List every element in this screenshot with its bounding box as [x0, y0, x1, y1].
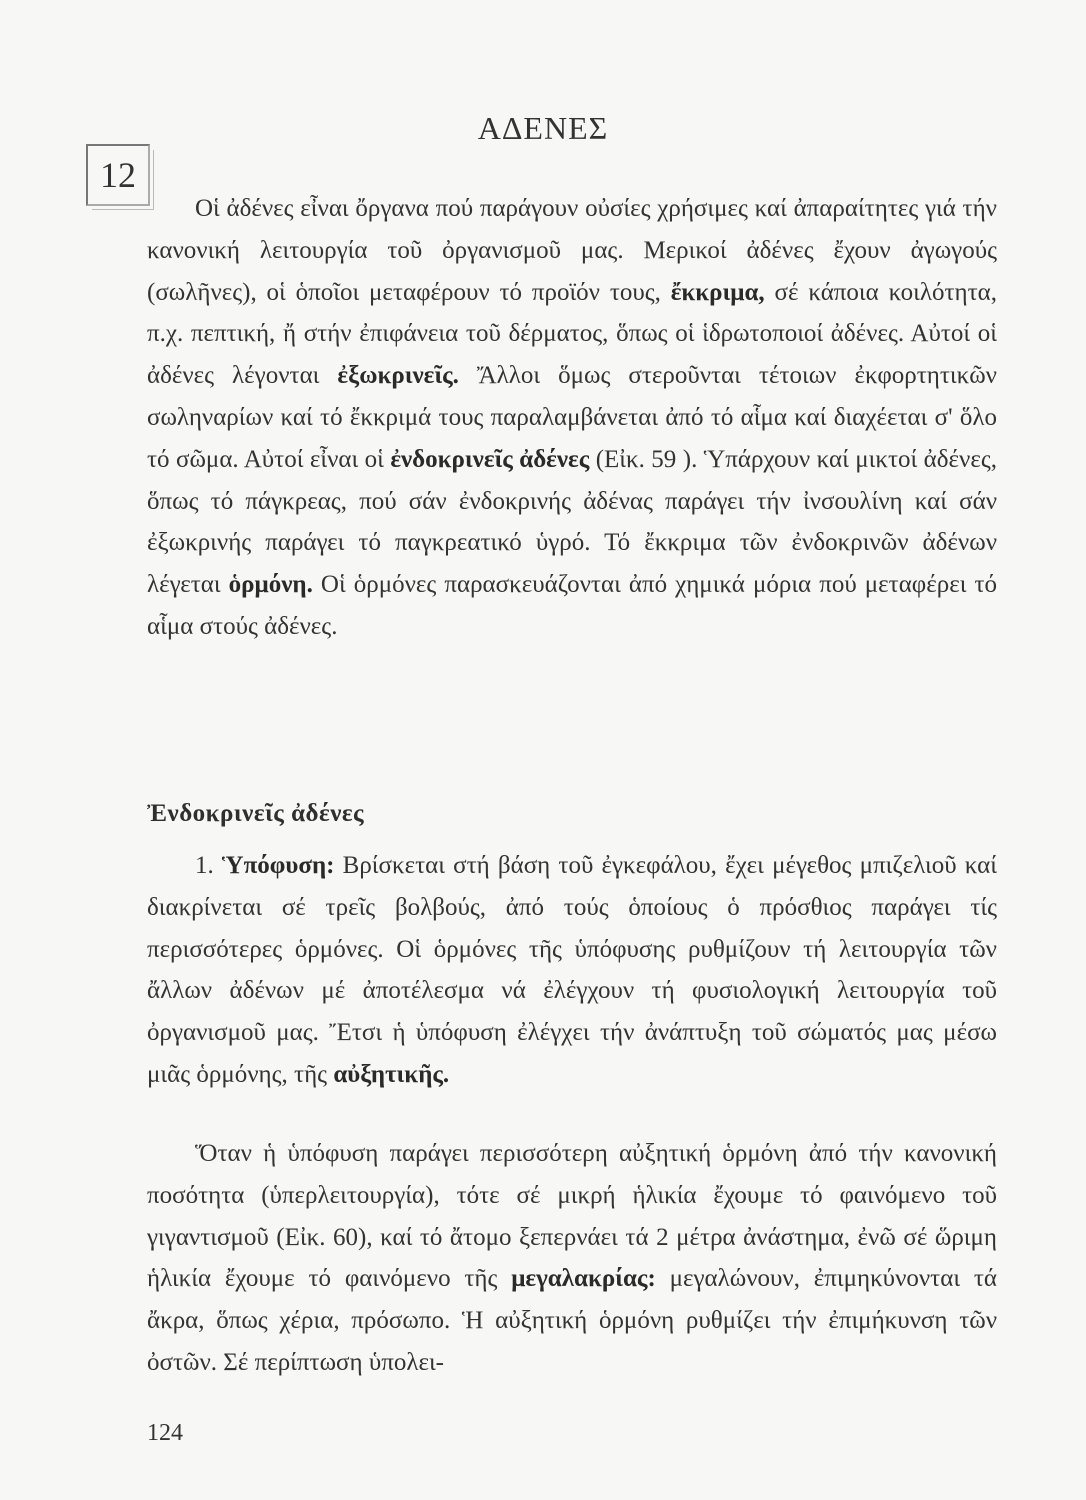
term-ypofysi: Ὑπόφυση:	[221, 852, 335, 879]
item-1-block	[147, 845, 997, 1096]
page-number: 124	[147, 1420, 183, 1446]
intro-paragraph-block	[147, 188, 997, 648]
term-endokrineis: ἐνδοκρινεῖς ἀδένες	[390, 445, 590, 473]
term-afxitikis: αὐξητικῆς.	[333, 1060, 450, 1088]
intro-text-4: (Εἰκ. 59 ). Ὑπάρχουν καί μικτοί ἀδένες, ὅπως τό πάγκρεας, πού σάν ἐνδοκρινής ἀδένας παράγει τήν ἰνσουλίνη καί σάν ἐξωκρινής παράγει τό παγκρεατικό ὑγρό. Τό ἔκκριμα τῶν ἐνδοκρινῶν ἀδένων λέγεται	[147, 445, 998, 599]
chapter-title: ΑΔΕΝΕΣ	[477, 110, 609, 146]
chapter-number: 12	[86, 144, 150, 206]
paragraph-2	[147, 1133, 997, 1384]
intro-text-3: Ἄλλοι ὅμως στεροῦνται τέτοιων ἐκφορτητικῶν σωληναρίων καί τό ἔκκριμά τους παραλαμβάνεται ἀπό τό αἷμα καί διαχέεται σ' ὅλο τό σῶμα. Αὐτοί εἶναι οἱ	[147, 362, 997, 473]
term-megalakrias: μεγαλακρίας:	[511, 1265, 656, 1293]
item-1-text: Βρίσκεται στή βάση τοῦ ἐγκεφάλου, ἔχει μέγεθος μπιζελιοῦ καί διακρίνεται σέ τρεῖς βολβούς, ἀπό τούς ὁποίους ὁ πρόσθιος παράγει τίς περισσότερες ὁρμόνες. Οἱ ὁρμόνες τῆς ὑπόφυσης ρυθμίζουν τή λειτουργία τῶν ἄλλων ἀδένων μέ ἀποτέλεσμα νά ἐλέγχουν τή φυσιολογική λειτουργία τοῦ ὀργανισμοῦ μας. Ἔτσι ἡ ὑπόφυση ἐλέγχει τήν ἀνάπτυξη τοῦ σώματός μας μέσω μιᾶς ὁρμόνης, τῆς	[147, 852, 998, 1088]
term-ormoni: ὁρμόνη.	[228, 571, 313, 599]
paragraph-2-block	[147, 1133, 997, 1384]
section-heading: Ἐνδοκρινεῖς ἀδένες	[147, 800, 365, 827]
intro-text-2: σέ κάποια κοιλότητα, π.χ. πεπτική, ἤ στήν ἐπιφάνεια τοῦ δέρματος, ὅπως οἱ ἱδρωτοποιοί ἀδένες. Αὐτοί οἱ ἀδένες λέγονται	[147, 278, 997, 390]
intro-text-5: Οἱ ὁρμόνες παρασκευάζονται ἀπό χημικά μόρια πού μεταφέρει τό αἷμα στούς ἀδένες.	[147, 571, 998, 640]
intro-paragraph	[147, 188, 997, 648]
intro-text-1: Οἱ ἀδένες εἶναι ὄργανα πού παράγουν οὐσίες χρήσιμες καί ἀπαραίτητες γιά τήν κανονική λειτουργία τοῦ ὀργανισμοῦ μας. Μερικοί ἀδένες ἔχουν ἀγωγούς (σωλῆνες), οἱ ὁποῖοι μεταφέρουν τό προϊόν τους,	[147, 195, 997, 306]
term-exokrineis: ἐξωκρινεῖς.	[337, 362, 459, 390]
item-1-paragraph	[147, 845, 997, 1096]
para-2-text-2: μεγαλώνουν, ἐπιμηκύνονται τά ἄκρα, ὅπως χέρια, πρόσωπο. Ἡ αὐξητική ὁρμόνη ρυθμίζει τήν ἐπιμήκυνση τῶν ὀστῶν. Σέ περίπτωση ὑπολει-	[147, 1265, 997, 1376]
para-2-text-1: Ὅταν ἡ ὑπόφυση παράγει περισσότερη αὐξητική ὁρμόνη ἀπό τήν κανονική ποσότητα (ὑπερλειτουργία), τότε σέ μικρή ἡλικία ἔχουμε τό φαινόμενο τοῦ γιγαντισμοῦ (Εἰκ. 60), καί τό ἄτομο ξεπερνάει τά 2 μέτρα ἀνάστημα, ἐνῶ σέ ὥριμη ἡλικία ἔχουμε τό φαινόμενο τῆς	[147, 1140, 997, 1293]
term-ekkrima: ἔκκριμα,	[670, 278, 765, 306]
item-1-label: 1.	[195, 852, 222, 879]
